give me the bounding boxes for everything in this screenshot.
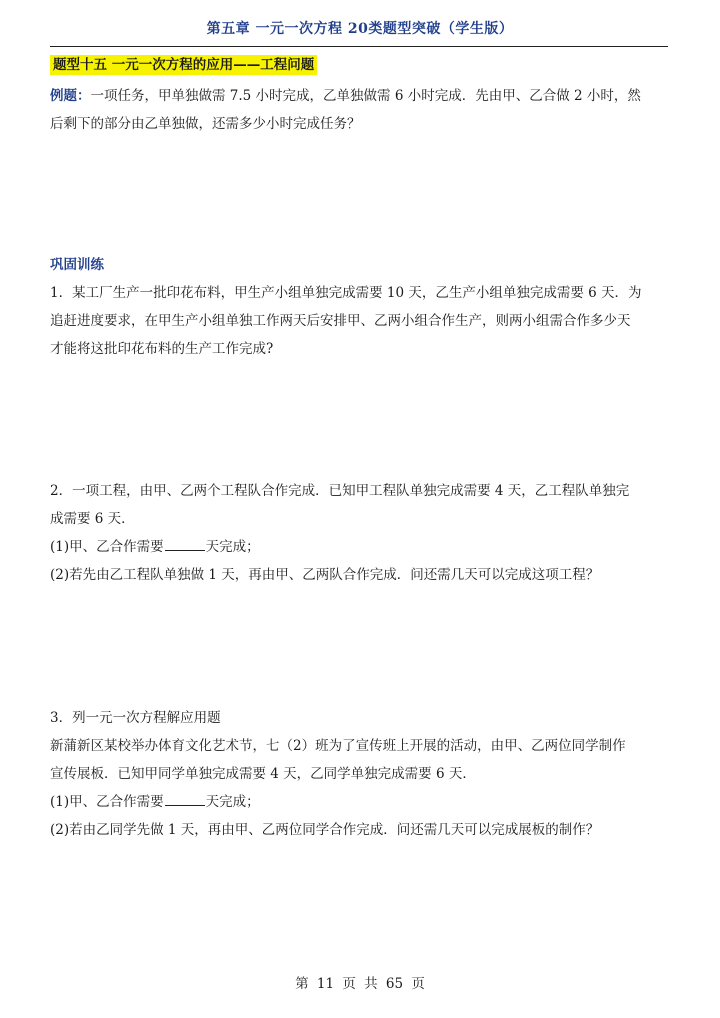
question-3 (50, 704, 670, 844)
q3-answer-blank[interactable] (165, 791, 205, 806)
q2-sub-1-post: 天完成； (205, 539, 260, 555)
q2-line-2: 成需要 6 天． (50, 511, 135, 527)
question-1 (50, 279, 670, 363)
q3-line-2: 新蒲新区某校举办体育文化艺术节，七（2）班为了宣传班上开展的活动，由甲、乙两位同学制作 (50, 738, 626, 754)
q1-line-1: 1．某工厂生产一批印花布料，甲生产小组单独完成需要 10 天，乙生产小组单独完成需要 6 天．为 (50, 285, 642, 301)
page-footer: 第 11 页 共 65 页 (295, 976, 425, 992)
practice-title: 巩固训练 (50, 257, 104, 273)
q2-sub-1-pre: (1)甲、乙合作需要 (50, 539, 164, 555)
q2-line-1: 2．一项工程，由甲、乙两个工程队合作完成．已知甲工程队单独完成需要 4 天，乙工程队单独完 (50, 483, 630, 499)
q3-sub-1 (50, 788, 670, 816)
page-header-title: 第五章 一元一次方程 20类题型突破（学生版） (206, 21, 514, 37)
header-divider (50, 46, 668, 47)
question-2 (50, 477, 670, 589)
q3-line-1: 3．列一元一次方程解应用题 (50, 710, 221, 726)
example-line-1 (50, 82, 670, 110)
section-title: 题型十五 一元一次方程的应用——工程问题 (50, 55, 317, 75)
q3-line-3: 宣传展板．已知甲同学单独完成需要 4 天，乙同学单独完成需要 6 天． (50, 766, 476, 782)
q3-sub-2: (2)若由乙同学先做 1 天，再由甲、乙两位同学合作完成．问还需几天可以完成展板的制作？ (50, 822, 600, 838)
example-lead: 例题： (50, 88, 91, 104)
q1-line-2: 追赶进度要求，在甲生产小组单独工作两天后安排甲、乙两小组合作生产，则两小组需合作多少天 (50, 313, 631, 329)
q2-sub-1 (50, 533, 670, 561)
example-line-2: 后剩下的部分由乙单独做，还需多少小时完成任务？ (50, 116, 361, 132)
q3-sub-1-post: 天完成； (205, 794, 260, 810)
q2-sub-2: (2)若先由乙工程队单独做 1 天，再由甲、乙两队合作完成．问还需几天可以完成这项工程？ (50, 567, 600, 583)
q1-line-3: 才能将这批印花布料的生产工作完成? (50, 341, 274, 357)
example-problem (50, 82, 670, 138)
q2-answer-blank[interactable] (165, 536, 205, 551)
q3-sub-1-pre: (1)甲、乙合作需要 (50, 794, 164, 810)
example-text-1: 一项任务，甲单独做需 7.5 小时完成，乙单独做需 6 小时完成．先由甲、乙合做 2 小时，然 (90, 88, 641, 104)
